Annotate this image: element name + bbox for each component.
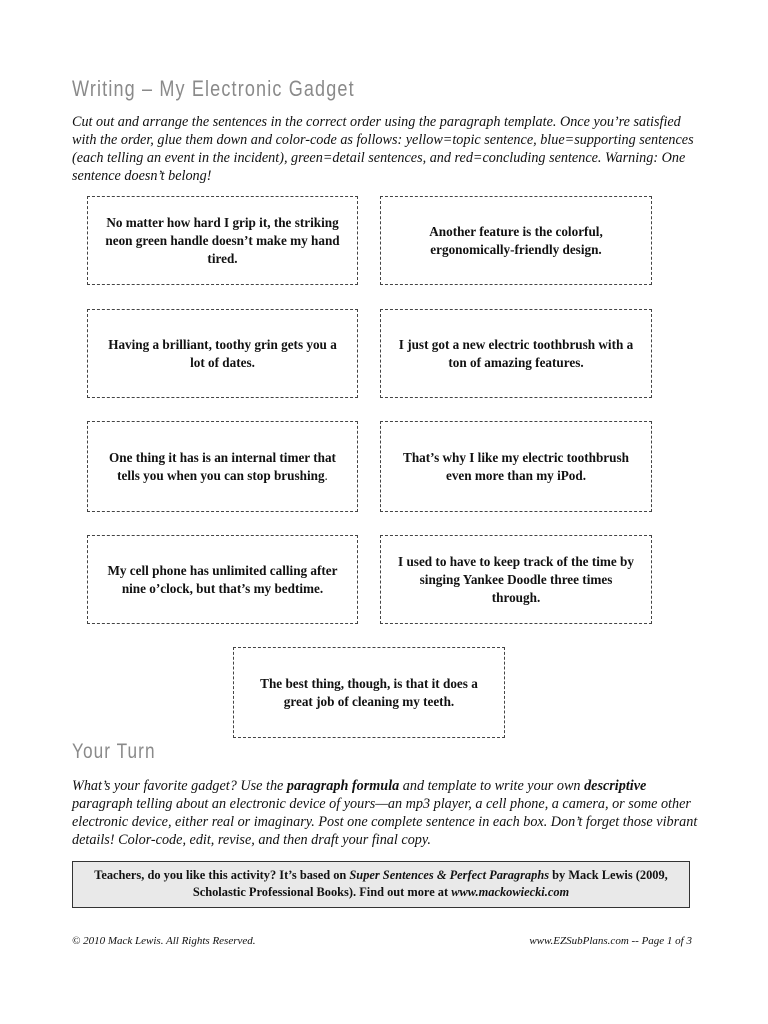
sentence-text: My cell phone has unlimited calling after nine o’clock, but that’s my bedtime. (107, 562, 338, 596)
sentence-text: The best thing, though, is that it does a great job of cleaning my teeth. (260, 675, 478, 709)
paragraph-formula-emphasis: paragraph formula (286, 778, 400, 794)
sentence-card (380, 421, 652, 512)
sentence-card (87, 196, 358, 285)
sentence-card (87, 421, 358, 512)
sentence-text: No matter how hard I grip it, the striking neon green handle doesn’t make my hand tired. (105, 214, 340, 266)
descriptive-emphasis: descriptive (584, 778, 647, 794)
sentence-text: Another feature is the colorful, ergonomically-friendly design. (429, 223, 603, 257)
sentence-card (380, 309, 652, 398)
website-link[interactable]: www.mackowiecki.com (451, 885, 570, 899)
sentence-card (233, 647, 505, 738)
page-footer: www.EZSubPlans.com -- Page 1 of 3 (529, 935, 692, 947)
sentence-card (87, 309, 358, 398)
sentence-text: I used to have to keep track of the time by singing Yankee Doodle three times through. (398, 553, 634, 605)
sentence-card (380, 535, 652, 624)
teacher-note-box: Teachers, do you like this activity? It’s based on Super Sentences & Perfect Paragraphs by Mack Lewis (2009, Scholastic Professional Books). Find out more at www.mackowiecki.com (72, 861, 690, 908)
copyright-footer: © 2010 Mack Lewis. All Rights Reserved. (72, 935, 256, 947)
book-title: Super Sentences & Perfect Paragraphs (349, 868, 550, 882)
page-title: Writing – My Electronic Gadget (72, 76, 355, 101)
sentence-card (87, 535, 358, 624)
sentence-period: . (324, 467, 328, 483)
sentence-card (380, 196, 652, 285)
instructions: Cut out and arrange the sentences in the correct order using the paragraph template. Once you’re satisfied with the order, glue them down and color-code as follows: yellow=topic sentence, blue=supporting sentences (each telling an event in the incident), green=detail sentences, and red=concluding sentence. Warning: One sentence doesn’t belong! (72, 114, 694, 184)
section-heading: Your Turn (72, 740, 156, 763)
sentence-text: Having a brilliant, toothy grin gets you a lot of dates. (108, 336, 337, 370)
sentence-text: I just got a new electric toothbrush with a ton of amazing features. (398, 336, 634, 370)
sentence-text: One thing it has is an internal timer that tells you when you can stop brushing (109, 449, 336, 483)
your-turn-paragraph: What’s your favorite gadget? Use the paragraph formula and template to write your own descriptive paragraph telling about an electronic device of yours—an mp3 player, a cell phone, a camera, or some other electronic device, either real or imaginary. Post one complete sentence in each box. Don’t forget those vibrant details! Color-code, edit, revise, and then draft your final copy. (72, 778, 698, 848)
sentence-text: That’s why I like my electric toothbrush even more than my iPod. (403, 449, 629, 483)
